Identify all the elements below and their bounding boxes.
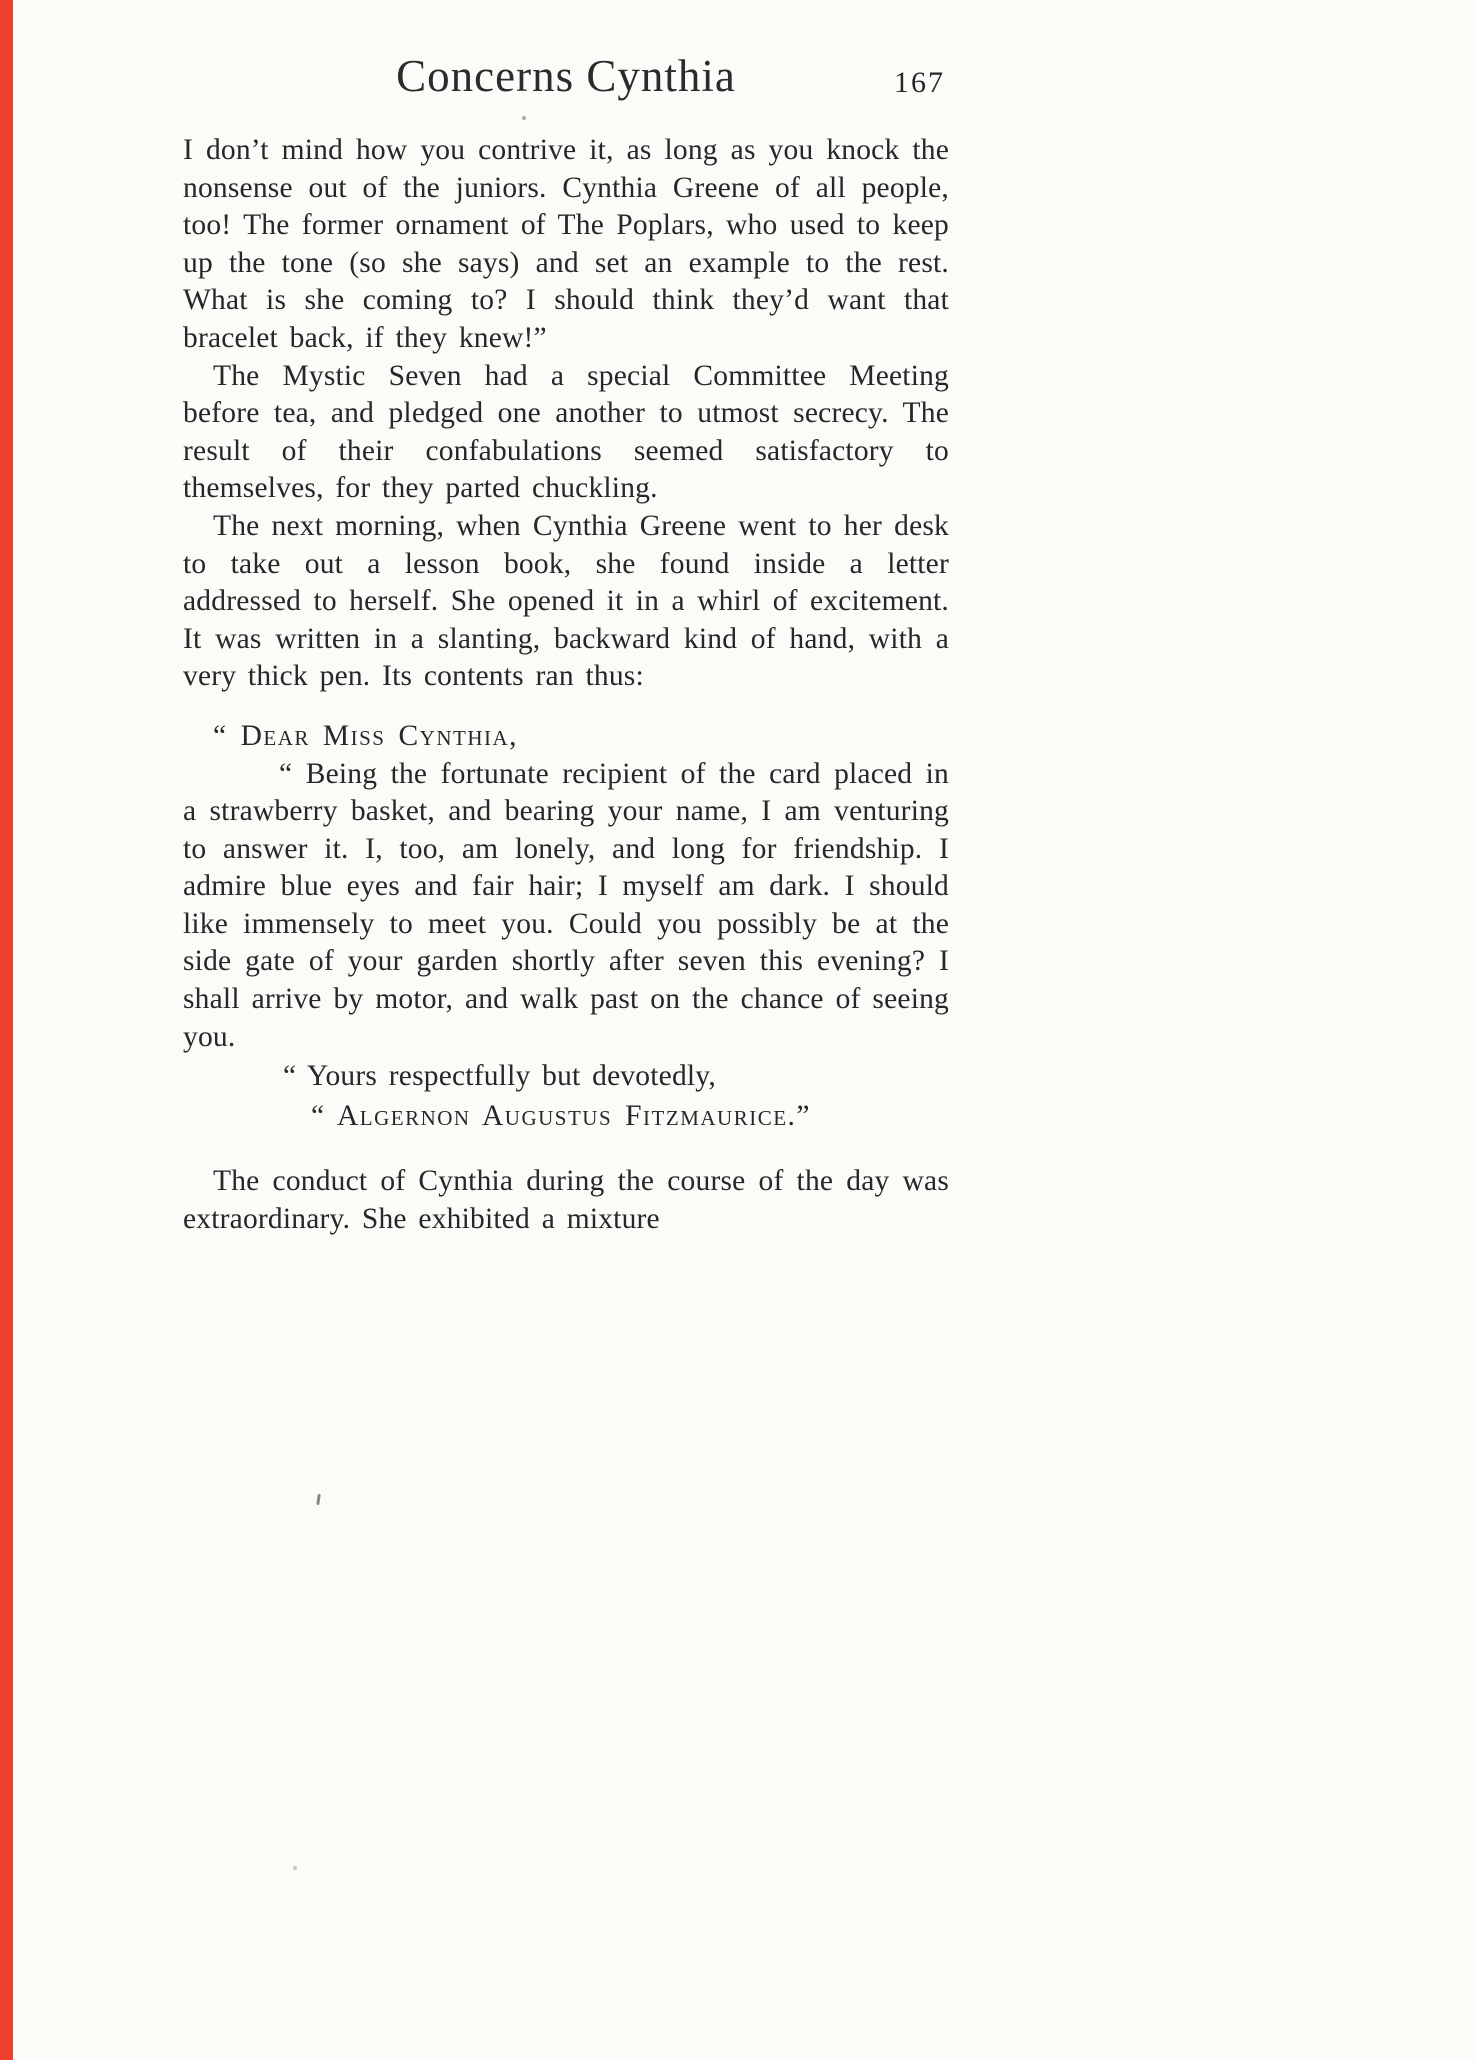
scan-artifact-dot (293, 1866, 297, 1870)
page-header (183, 50, 949, 132)
book-page (183, 50, 949, 1239)
scan-red-edge-line (0, 0, 13, 2060)
paragraph: I don’t mind how you contrive it, as long as you knock the nonsense out of the juniors. Cynthia Greene of all people, too! The former ornament of The Poplars, who used to keep up the tone (so she says) and set an example to the rest. What is she coming to? I should think they’d want that bracelet back, if they knew!” (183, 134, 949, 354)
letter-body: “ Being the fortunate recipient of the card placed in a strawberry basket, and bearing your name, I am venturing to answer it. I, too, am lonely, and long for friendship. I admire blue eyes and fair hair; I myself am dark. I should like immensely to meet you. Could you possibly be at the side gate of your garden shortly after seven this evening? I shall arrive by motor, and walk past on the chance of seeing you. (183, 757, 949, 1053)
scan-artifact-mark (316, 1494, 321, 1505)
letter-closing: “ Yours respectfully but devotedly, (283, 1060, 716, 1093)
paragraph: The conduct of Cynthia during the course of the day was extraordinary. She exhibited a mixture (183, 1165, 949, 1236)
page-title: Concerns Cynthia (396, 51, 736, 101)
paragraph: The Mystic Seven had a special Committee Meeting before tea, and pledged one another to utmost secrecy. The result of their confabulations seemed satisfactory to themselves, for they parted chuckling. (183, 359, 949, 505)
letter-salutation: “ Dear Miss Cynthia, (213, 719, 519, 752)
page-body-text (183, 132, 949, 1239)
page-number: 167 (894, 66, 945, 99)
paragraph: The next morning, when Cynthia Greene went to her desk to take out a lesson book, she found inside a letter addressed to herself. She opened it in a whirl of excitement. It was written in a slanting, backward kind of hand, with a very thick pen. Its contents ran thus: (183, 509, 949, 693)
letter-signature: “ Algernon Augustus Fitzmaurice.” (311, 1099, 811, 1132)
scan-artifact-dot (522, 116, 526, 120)
